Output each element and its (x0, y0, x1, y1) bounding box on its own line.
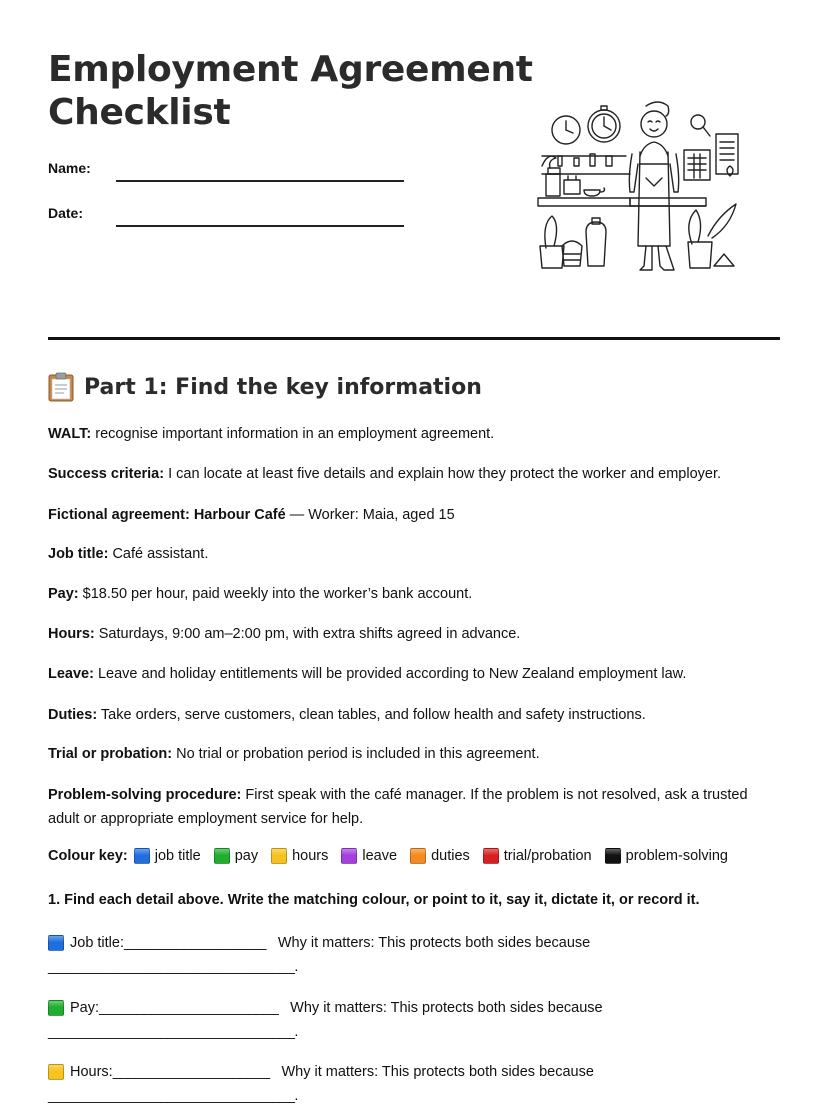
trial-text: No trial or probation period is included in this agreement. (172, 746, 540, 762)
leave-text: Leave and holiday entitlements will be provided according to New Zealand employment law. (93, 666, 687, 682)
agreement-text: — Worker: Maia, aged 15 (285, 507, 455, 523)
answer-label: Pay: (70, 1000, 100, 1016)
colour-key-item-label: pay (234, 848, 259, 864)
job-title-text: Café assistant. (108, 546, 209, 562)
date-write-line[interactable] (116, 225, 404, 227)
page-title (48, 48, 533, 134)
walt-line (48, 422, 780, 446)
yellow-square-icon (271, 848, 287, 864)
clipboard-icon (48, 372, 74, 402)
colour-key-item-job-title (134, 848, 201, 864)
colour-key-item-label: hours (292, 848, 329, 864)
green-square-icon (48, 1000, 64, 1016)
answer-label: Hours: (70, 1064, 113, 1080)
colour-key-item-hours (271, 848, 328, 864)
answer-continuation-line[interactable]: _________________________________. (48, 959, 298, 975)
job-title-line (48, 542, 780, 566)
red-square-icon (483, 848, 499, 864)
green-square-icon (214, 848, 230, 864)
duties-line (48, 703, 780, 727)
why-it-matters-text: Why it matters: This protects both sides because (281, 1064, 594, 1080)
answer-hours (48, 1060, 780, 1108)
answer-job-title (48, 931, 780, 979)
hours-label: Hours: (48, 626, 95, 642)
why-it-matters-text: Why it matters: This protects both sides because (277, 935, 591, 951)
colour-key-item-label: trial/probation (503, 848, 592, 864)
answer-continuation-line[interactable]: _________________________________. (48, 1024, 298, 1040)
cafe-worker-illustration (534, 96, 750, 284)
colour-key-item-label: leave (362, 848, 398, 864)
colour-key-item-label: problem-solving (625, 848, 728, 864)
answer-blank[interactable]: ___________________ (124, 935, 266, 951)
title-line-2: Checklist (48, 92, 231, 133)
leave-line (48, 662, 780, 686)
job-title-label: Job title: (48, 546, 109, 562)
colour-key-item-label: job title (154, 848, 201, 864)
task-1-instruction: 1. Find each detail above. Write the matching colour, or point to it, say it, dictate it, or record it. (48, 892, 700, 908)
leave-label: Leave: (48, 666, 94, 682)
blue-square-icon (48, 935, 64, 951)
date-label: Date: (48, 205, 84, 221)
title-line-1: Employment Agreement (48, 49, 533, 90)
blue-square-icon (134, 848, 150, 864)
section-divider (48, 337, 780, 340)
colour-key-item-trial-probation (483, 848, 592, 864)
colour-key (48, 848, 728, 864)
walt-text: recognise important information in an employment agreement. (91, 426, 495, 442)
answer-continuation-line[interactable]: _________________________________. (48, 1088, 298, 1104)
part-1-heading (48, 372, 482, 402)
problem-solving-text: First speak with the café manager. If the problem is not resolved, ask a trusted adult or appropriate employment service for help. (48, 787, 748, 827)
problem-solving-label: Problem-solving procedure: (48, 787, 242, 803)
agreement-line (48, 503, 780, 527)
trial-label: Trial or probation: (48, 746, 173, 762)
trial-line (48, 742, 780, 766)
worksheet-page (48, 0, 780, 1118)
answer-blank[interactable]: ________________________ (99, 1000, 279, 1016)
purple-square-icon (341, 848, 357, 864)
name-label: Name: (48, 160, 91, 176)
part-1-heading-text: Part 1: Find the key information (84, 374, 482, 400)
answer-blank[interactable]: _____________________ (112, 1064, 270, 1080)
pay-text: $18.50 per hour, paid weekly into the worker’s bank account. (78, 586, 473, 602)
why-it-matters-text: Why it matters: This protects both sides because (290, 1000, 603, 1016)
success-criteria-label: Success criteria: (48, 466, 165, 482)
colour-key-label: Colour key: (48, 848, 128, 864)
hours-text: Saturdays, 9:00 am–2:00 pm, with extra shifts agreed in advance. (94, 626, 521, 642)
answer-pay (48, 996, 780, 1044)
black-square-icon (605, 848, 621, 864)
orange-square-icon (410, 848, 426, 864)
colour-key-item-problem-solving (605, 848, 728, 864)
colour-key-item-pay (214, 848, 258, 864)
duties-label: Duties: (48, 707, 98, 723)
yellow-square-icon (48, 1064, 64, 1080)
duties-text: Take orders, serve customers, clean tables, and follow health and safety instructions. (97, 707, 646, 723)
colour-key-item-leave (341, 848, 397, 864)
name-write-line[interactable] (116, 180, 404, 182)
success-criteria-text: I can locate at least five details and explain how they protect the worker and employer. (164, 466, 722, 482)
pay-label: Pay: (48, 586, 79, 602)
colour-key-item-label: duties (431, 848, 470, 864)
hours-line (48, 622, 780, 646)
agreement-label: Fictional agreement: Harbour Café (48, 507, 286, 523)
colour-key-item-duties (410, 848, 470, 864)
walt-label: WALT: (48, 426, 92, 442)
answer-label: Job title: (70, 935, 124, 951)
problem-solving-line (48, 783, 748, 831)
pay-line (48, 582, 780, 606)
success-criteria-line (48, 462, 780, 486)
